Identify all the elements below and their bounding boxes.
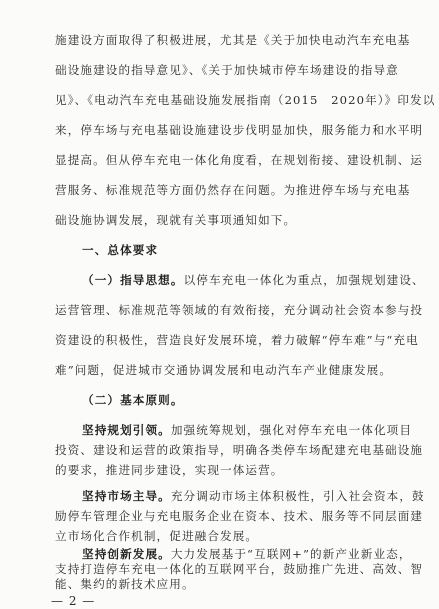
subsection-heading: （一）指导思想。: [82, 273, 184, 287]
body-line: 能、集约的新技术应用。: [55, 577, 195, 591]
principle-heading: 坚持创新发展。: [82, 547, 171, 561]
subsection-first-line: [82, 273, 425, 288]
principle-heading: 坚持市场主导。: [82, 489, 171, 503]
body-text: 大力发展基于“互联网+”的新产业新业态，: [170, 547, 412, 561]
body-line: 难”问题，促进城市交通协调发展和电动汽车产业健康发展。: [55, 363, 393, 377]
principle-first-line: [82, 489, 425, 504]
body-line: 见》、《电动汽车充电基础设施发展指南（2015 2020年）》印发以: [55, 93, 436, 107]
principle-heading: 坚持规划引领。: [82, 423, 171, 437]
body-line: 础设施协调发展，现就有关事项通知如下。: [55, 213, 297, 227]
body-line: 的要求，推进同步建设，实现一体运营。: [55, 463, 284, 477]
principle-first-line: [82, 423, 412, 438]
body-line: 施建设方面取得了积极进展，尤其是《关于加快电动汽车充电基: [55, 33, 411, 47]
body-line: 营服务、标准规范等方面仍然存在问题。为推进停车场与充电基: [55, 183, 411, 197]
body-line: 资建设的积极性，营造良好发展环境，着力破解“停车难”与“充电: [55, 333, 419, 347]
section-heading: 一、总体要求: [82, 243, 159, 257]
body-line: 运营管理、标准规范等领域的有效衔接，充分调动社会资本参与投: [55, 303, 424, 317]
body-line: 显提高。但从停车充电一体化角度看，在规划衔接、建设机制、运: [55, 153, 424, 167]
body-line: 来，停车场与充电基础设施建设步伐明显加快，服务能力和水平明: [55, 123, 424, 137]
body-line: 立市场化合作机制，促进融合发展。: [55, 529, 259, 543]
body-line: 投资、建设和运营的政策指导，明确各类停车场配建充电基础设施: [55, 443, 424, 457]
body-line: 励停车管理企业与充电服务企业在资本、技术、服务等不同层面建: [55, 509, 424, 523]
principle-first-line: [82, 547, 412, 562]
body-line: 础设施建设的指导意见》、《关于加快城市停车场建设的指导意: [55, 63, 399, 77]
body-text: 加强统筹规划，强化对停车充电一体化项目: [170, 423, 413, 437]
body-line: 支持打造停车充电一体化的互联网平台，鼓励推广先进、高效、智: [55, 562, 424, 576]
subsection-heading: （二）基本原则。: [82, 393, 184, 407]
page-number: — 2 —: [51, 594, 96, 608]
body-text: 以停车充电一体化为重点，加强规划建设、: [183, 273, 425, 287]
body-text: 充分调动市场主体积极性，引入社会资本，鼓: [170, 489, 425, 503]
